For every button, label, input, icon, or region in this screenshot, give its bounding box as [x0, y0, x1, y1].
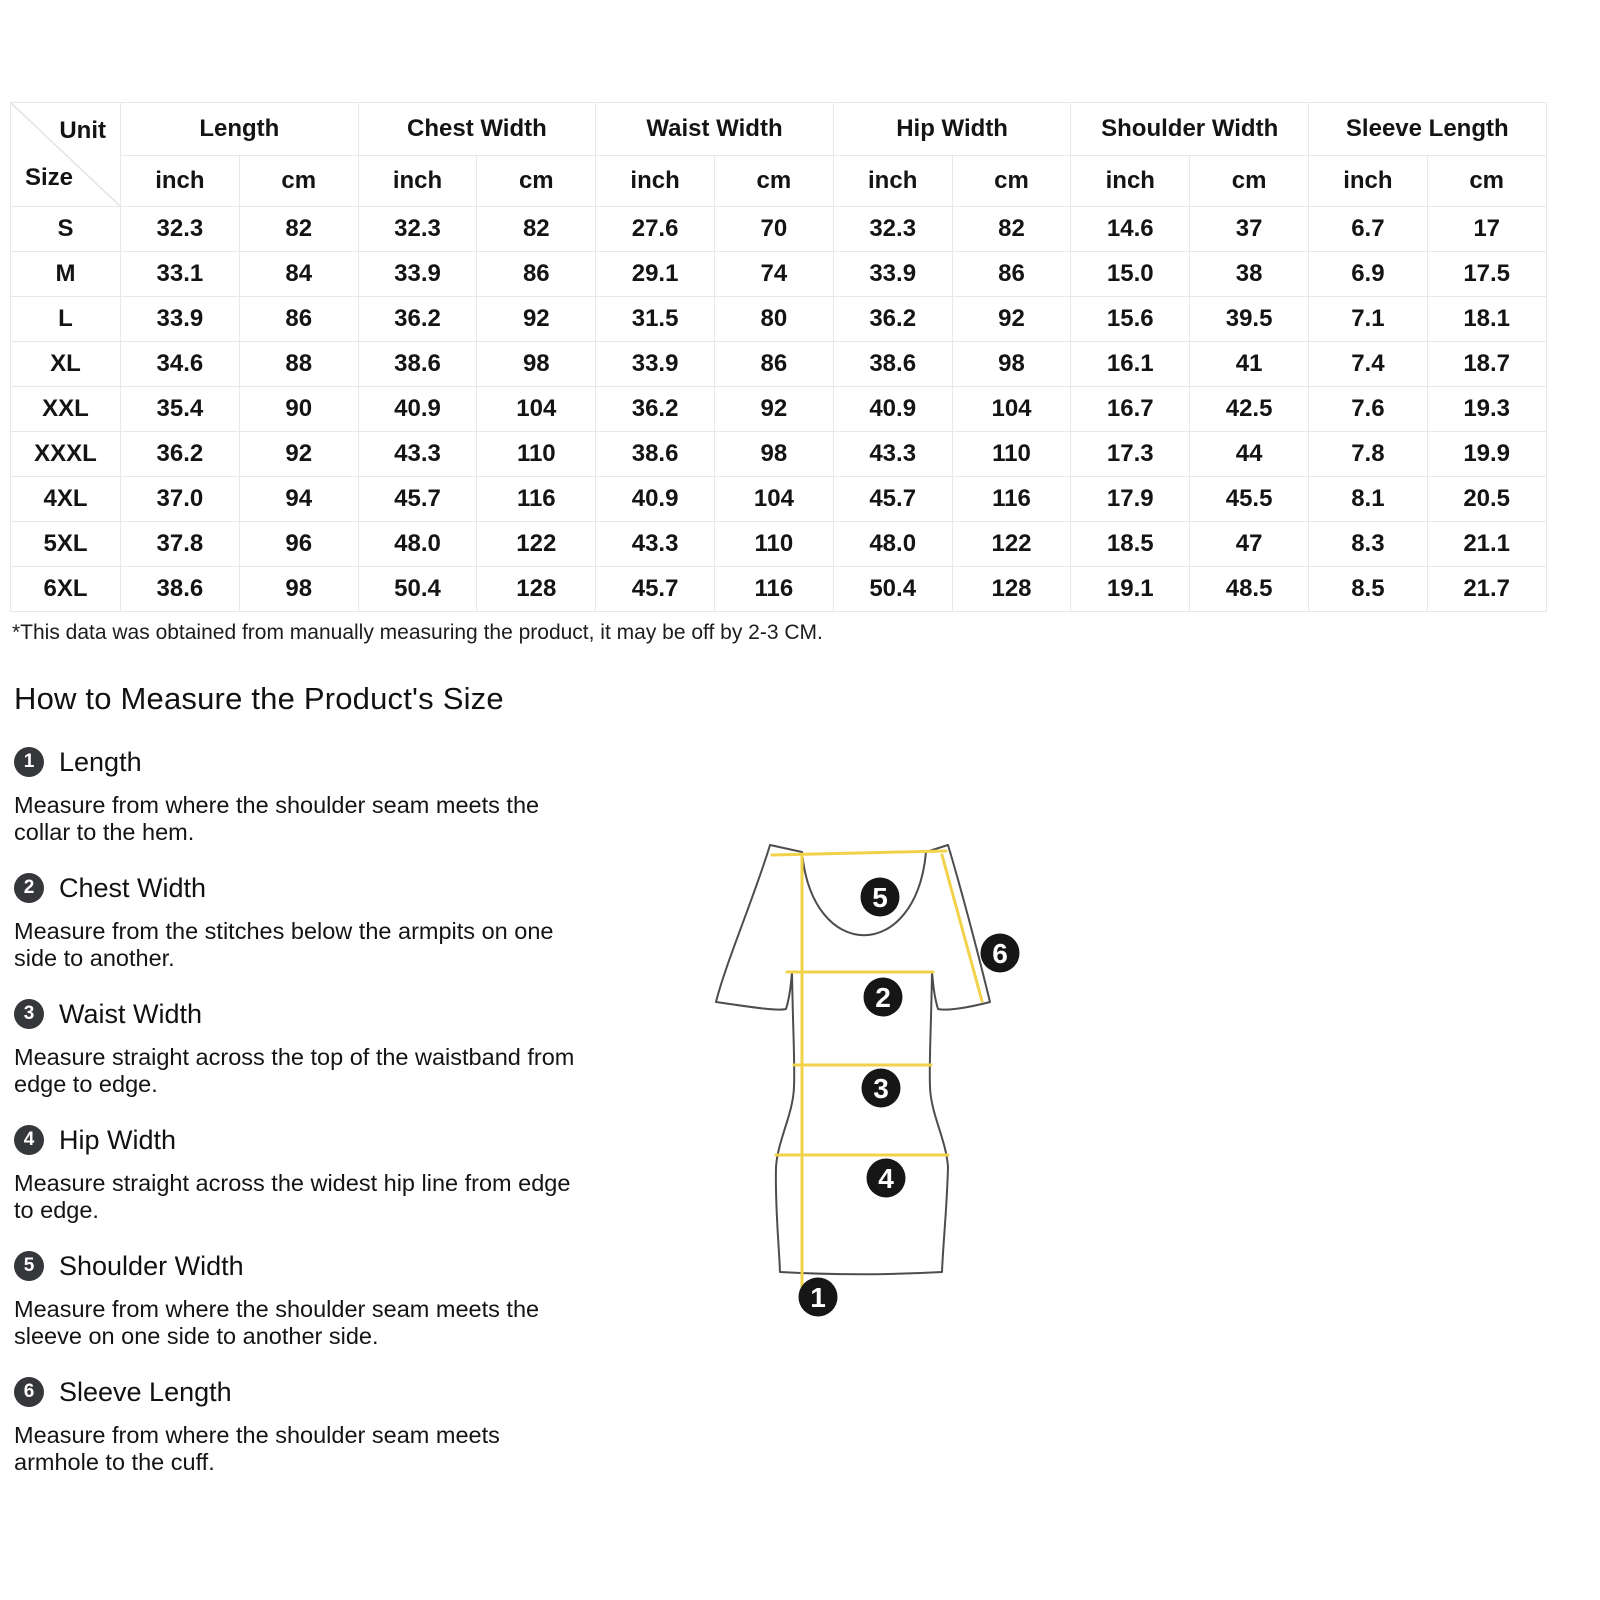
unit-header: inch — [833, 156, 952, 207]
measurement-cell: 86 — [952, 252, 1071, 297]
step-number-badge: 1 — [14, 747, 44, 777]
measurement-cell: 17.9 — [1071, 477, 1190, 522]
measurement-cell: 33.9 — [121, 297, 240, 342]
marker-number: 3 — [873, 1073, 889, 1104]
measurement-cell: 16.1 — [1071, 342, 1190, 387]
measurement-cell: 92 — [239, 432, 358, 477]
measure-item-description: Measure straight across the widest hip line from edge to edge. — [14, 1170, 571, 1223]
unit-header: inch — [1308, 156, 1427, 207]
measurement-cell: 33.9 — [596, 342, 715, 387]
measurement-cell: 98 — [239, 567, 358, 612]
size-label-cell: XXL — [11, 387, 121, 432]
measurement-cell: 7.1 — [1308, 297, 1427, 342]
measurement-cell: 33.9 — [358, 252, 477, 297]
measure-item-description: Measure from where the shoulder seam meets armhole to the cuff. — [14, 1422, 500, 1475]
measurement-cell: 17.3 — [1071, 432, 1190, 477]
measure-column-header: Waist Width — [596, 103, 834, 156]
measurement-cell: 7.4 — [1308, 342, 1427, 387]
measurement-cell: 31.5 — [596, 297, 715, 342]
measurement-cell: 42.5 — [1190, 387, 1309, 432]
measure-item-label: Sleeve Length — [59, 1376, 232, 1407]
measurement-cell: 6.9 — [1308, 252, 1427, 297]
measurement-cell: 122 — [477, 522, 596, 567]
size-label-cell: L — [11, 297, 121, 342]
measure-item-description: Measure from where the shoulder seam meets the sleeve on one side to another side. — [14, 1296, 540, 1349]
unit-header: inch — [358, 156, 477, 207]
measurement-cell: 104 — [952, 387, 1071, 432]
size-label-cell: S — [11, 207, 121, 252]
size-row — [11, 207, 1547, 252]
measurement-cell: 38.6 — [596, 432, 715, 477]
unit-header: cm — [1427, 156, 1546, 207]
unit-header: inch — [1071, 156, 1190, 207]
measurement-cell: 39.5 — [1190, 297, 1309, 342]
measurement-cell: 18.1 — [1427, 297, 1546, 342]
measurement-cell: 40.9 — [596, 477, 715, 522]
measurement-cell: 32.3 — [121, 207, 240, 252]
marker-number: 5 — [872, 882, 888, 913]
size-row — [11, 432, 1547, 477]
measurement-cell: 82 — [952, 207, 1071, 252]
unit-size-corner-cell — [11, 103, 121, 207]
measurement-cell: 38.6 — [121, 567, 240, 612]
size-row — [11, 252, 1547, 297]
measurement-cell: 17 — [1427, 207, 1546, 252]
measure-item-label: Waist Width — [59, 998, 203, 1029]
measurement-cell: 19.1 — [1071, 567, 1190, 612]
measurement-cell: 47 — [1190, 522, 1309, 567]
measurement-cell: 50.4 — [833, 567, 952, 612]
measurement-cell: 82 — [239, 207, 358, 252]
measurement-cell: 128 — [952, 567, 1071, 612]
measurement-cell: 98 — [952, 342, 1071, 387]
measurement-cell: 15.0 — [1071, 252, 1190, 297]
size-label-cell: M — [11, 252, 121, 297]
measurement-cell: 50.4 — [358, 567, 477, 612]
size-label-cell: 4XL — [11, 477, 121, 522]
diagram-step-marker — [799, 1278, 838, 1317]
marker-number: 1 — [810, 1282, 826, 1313]
measurement-cell: 8.1 — [1308, 477, 1427, 522]
measure-column-header: Sleeve Length — [1308, 103, 1546, 156]
measurement-cell: 27.6 — [596, 207, 715, 252]
unit-header: cm — [477, 156, 596, 207]
size-label-cell: XL — [11, 342, 121, 387]
size-row — [11, 342, 1547, 387]
measurement-cell: 92 — [952, 297, 1071, 342]
measurement-cell: 16.7 — [1071, 387, 1190, 432]
size-row — [11, 387, 1547, 432]
marker-number: 6 — [992, 938, 1008, 969]
measure-column-header: Length — [121, 103, 359, 156]
size-row — [11, 522, 1547, 567]
dress-measurement-diagram — [690, 815, 1070, 1345]
measurement-cell: 98 — [715, 432, 834, 477]
step-number-badge: 3 — [14, 999, 44, 1029]
size-row — [11, 477, 1547, 522]
measurement-cell: 96 — [239, 522, 358, 567]
measurement-cell: 34.6 — [121, 342, 240, 387]
measurement-disclaimer: *This data was obtained from manually measuring the product, it may be off by 2-3 CM. — [12, 621, 823, 644]
corner-size-label: Size — [25, 164, 74, 191]
measurement-cell: 38 — [1190, 252, 1309, 297]
measurement-cell: 86 — [715, 342, 834, 387]
measurement-cell: 8.5 — [1308, 567, 1427, 612]
measurement-cell: 33.1 — [121, 252, 240, 297]
measurement-cell: 37.0 — [121, 477, 240, 522]
measurement-cell: 84 — [239, 252, 358, 297]
size-label-cell: 6XL — [11, 567, 121, 612]
measurement-cell: 70 — [715, 207, 834, 252]
measurement-cell: 88 — [239, 342, 358, 387]
measurement-cell: 8.3 — [1308, 522, 1427, 567]
measurement-cell: 38.6 — [358, 342, 477, 387]
measurement-cell: 45.7 — [833, 477, 952, 522]
measurement-cell: 19.9 — [1427, 432, 1546, 477]
measure-item-header — [14, 745, 1600, 779]
size-chart-table — [10, 102, 1547, 612]
measurement-cell: 45.5 — [1190, 477, 1309, 522]
measurement-cell: 21.1 — [1427, 522, 1546, 567]
measurement-cell: 43.3 — [358, 432, 477, 477]
unit-header: cm — [239, 156, 358, 207]
how-to-measure-title: How to Measure the Product's Size — [14, 681, 504, 716]
measure-column-header: Hip Width — [833, 103, 1071, 156]
measurement-cell: 98 — [477, 342, 596, 387]
step-number-badge: 5 — [14, 1251, 44, 1281]
measurement-cell: 36.2 — [833, 297, 952, 342]
measurement-cell: 128 — [477, 567, 596, 612]
step-number-badge: 2 — [14, 873, 44, 903]
measure-item-header — [14, 1375, 1600, 1409]
measurement-cell: 80 — [715, 297, 834, 342]
measure-item-description: Measure from where the shoulder seam meets the collar to the hem. — [14, 792, 540, 845]
unit-header: cm — [715, 156, 834, 207]
measurement-cell: 116 — [477, 477, 596, 522]
measurement-cell: 92 — [477, 297, 596, 342]
measurement-cell: 116 — [952, 477, 1071, 522]
step-number-badge: 4 — [14, 1125, 44, 1155]
measurement-cell: 43.3 — [833, 432, 952, 477]
measurement-cell: 36.2 — [358, 297, 477, 342]
measurement-cell: 7.6 — [1308, 387, 1427, 432]
diagram-step-marker — [867, 1159, 906, 1198]
measure-item-label: Chest Width — [59, 872, 207, 903]
measurement-cell: 15.6 — [1071, 297, 1190, 342]
diagram-step-marker — [981, 934, 1020, 973]
measurement-cell: 44 — [1190, 432, 1309, 477]
measurement-cell: 32.3 — [358, 207, 477, 252]
measurement-cell: 33.9 — [833, 252, 952, 297]
measurement-cell: 21.7 — [1427, 567, 1546, 612]
measurement-cell: 74 — [715, 252, 834, 297]
measure-item-label: Shoulder Width — [59, 1250, 244, 1281]
unit-header: cm — [952, 156, 1071, 207]
diagram-step-marker — [861, 878, 900, 917]
corner-unit-label: Unit — [59, 117, 106, 144]
measurement-cell: 41 — [1190, 342, 1309, 387]
measurement-cell: 19.3 — [1427, 387, 1546, 432]
measurement-cell: 86 — [239, 297, 358, 342]
measurement-cell: 38.6 — [833, 342, 952, 387]
unit-header: inch — [596, 156, 715, 207]
measurement-cell: 122 — [952, 522, 1071, 567]
measure-item-description: Measure straight across the top of the waistband from edge to edge. — [14, 1044, 575, 1097]
measurement-cell: 82 — [477, 207, 596, 252]
size-label-cell: XXXL — [11, 432, 121, 477]
measurement-cell: 36.2 — [121, 432, 240, 477]
measure-item-description: Measure from the stitches below the armpits on one side to another. — [14, 918, 554, 971]
unit-header: cm — [1190, 156, 1309, 207]
measurement-cell: 18.7 — [1427, 342, 1546, 387]
measurement-cell: 86 — [477, 252, 596, 297]
measurement-cell: 14.6 — [1071, 207, 1190, 252]
measurement-cell: 37 — [1190, 207, 1309, 252]
measure-item-label: Length — [59, 746, 142, 777]
measurement-cell: 104 — [715, 477, 834, 522]
measurement-cell: 94 — [239, 477, 358, 522]
measurement-cell: 32.3 — [833, 207, 952, 252]
measurement-cell: 36.2 — [596, 387, 715, 432]
measure-item — [14, 1375, 1600, 1476]
marker-number: 4 — [878, 1163, 894, 1194]
measurement-cell: 48.5 — [1190, 567, 1309, 612]
measurement-cell: 48.0 — [833, 522, 952, 567]
measurement-cell: 6.7 — [1308, 207, 1427, 252]
size-row — [11, 567, 1547, 612]
measurement-cell: 17.5 — [1427, 252, 1546, 297]
measurement-cell: 37.8 — [121, 522, 240, 567]
step-number-badge: 6 — [14, 1377, 44, 1407]
measurement-cell: 104 — [477, 387, 596, 432]
measurement-cell: 7.8 — [1308, 432, 1427, 477]
diagram-step-marker — [864, 978, 903, 1017]
measurement-cell: 20.5 — [1427, 477, 1546, 522]
measure-column-header: Chest Width — [358, 103, 596, 156]
measurement-cell: 110 — [477, 432, 596, 477]
measurement-cell: 43.3 — [596, 522, 715, 567]
measurement-cell: 116 — [715, 567, 834, 612]
size-label-cell: 5XL — [11, 522, 121, 567]
measure-item-label: Hip Width — [59, 1124, 177, 1155]
measurement-cell: 40.9 — [833, 387, 952, 432]
measurement-cell: 110 — [952, 432, 1071, 477]
measurement-cell: 35.4 — [121, 387, 240, 432]
measurement-cell: 48.0 — [358, 522, 477, 567]
measurement-cell: 92 — [715, 387, 834, 432]
measurement-cell: 29.1 — [596, 252, 715, 297]
diagram-step-marker — [862, 1069, 901, 1108]
measurement-cell: 90 — [239, 387, 358, 432]
measurement-cell: 45.7 — [358, 477, 477, 522]
size-row — [11, 297, 1547, 342]
measurement-cell: 18.5 — [1071, 522, 1190, 567]
unit-header: inch — [121, 156, 240, 207]
measurement-cell: 110 — [715, 522, 834, 567]
measure-column-header: Shoulder Width — [1071, 103, 1309, 156]
measurement-cell: 45.7 — [596, 567, 715, 612]
dress-outline-illustration — [716, 845, 990, 1274]
measurement-cell: 40.9 — [358, 387, 477, 432]
marker-number: 2 — [875, 982, 891, 1013]
